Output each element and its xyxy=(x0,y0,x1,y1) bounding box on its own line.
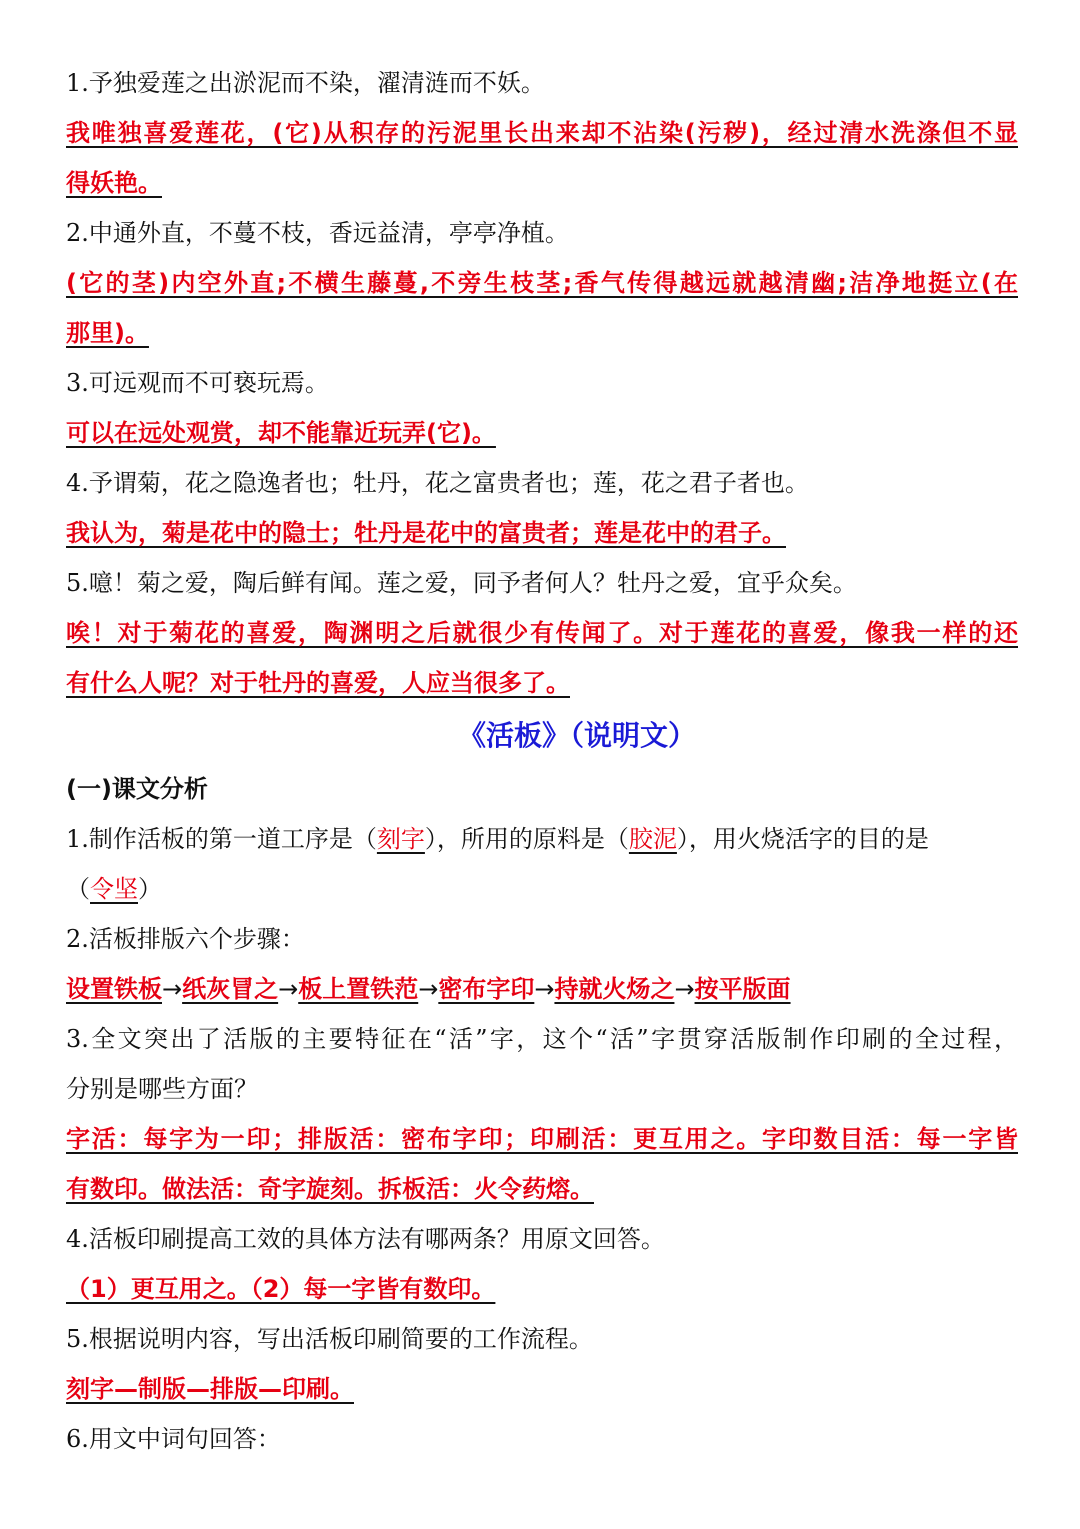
huoban-answer-5-row xyxy=(66,1364,1018,1414)
step-1: 设置铁板 xyxy=(66,975,162,1003)
huoban-question-1-line-1 xyxy=(66,814,1018,864)
answer-4: 我认为，菊是花中的隐士；牡丹是花中的富贵者；莲是花中的君子。 xyxy=(66,519,786,547)
q1-text-c: ），用火烧活字的目的是 xyxy=(676,825,929,853)
huoban-question-1-line-2 xyxy=(66,864,1018,914)
q1-text-e: ） xyxy=(138,875,162,903)
arrow-icon: → xyxy=(534,975,555,1003)
answer-1-line-2: 得妖艳。 xyxy=(66,169,162,197)
huoban-question-4: 4.活板印刷提高工效的具体方法有哪两条？用原文回答。 xyxy=(66,1225,665,1253)
step-5: 持就火炀之 xyxy=(554,975,675,1003)
q1-text-b: ），所用的原料是（ xyxy=(424,825,629,853)
question-1: 1.予独爱莲之出淤泥而不染，濯清涟而不妖。 xyxy=(66,69,545,97)
fill-blank-process: 刻字 xyxy=(376,825,425,853)
question-2: 2.中通外直，不蔓不枝，香远益清，亭亭净植。 xyxy=(66,219,569,247)
answer-2-line-2-row xyxy=(66,308,1018,358)
step-2: 纸灰冒之 xyxy=(182,975,279,1003)
answer-2-line-1: (它的茎)内空外直;不横生藤蔓,不旁生枝茎;香气传得越远就越清幽;洁净地挺立(在 xyxy=(66,269,1018,297)
huoban-answer-5: 刻字—制版—排版—印刷。 xyxy=(66,1375,354,1403)
typesetting-steps xyxy=(66,964,1018,1014)
step-4: 密布字印 xyxy=(438,975,535,1003)
answer-5-line-2-row xyxy=(66,658,1018,708)
huoban-question-5: 5.根据说明内容，写出活板印刷简要的工作流程。 xyxy=(66,1325,593,1353)
answer-5-line-2: 有什么人呢？对于牡丹的喜爱，人应当很多了。 xyxy=(66,669,570,697)
arrow-icon: → xyxy=(162,975,183,1003)
answer-3: 可以在远处观赏，却不能靠近玩弄(它)。 xyxy=(66,419,496,447)
huoban-answer-3-line-1: 字活：每字为一印；排版活：密布字印；印刷活：更互用之。字印数目活：每一字皆 xyxy=(66,1125,1018,1153)
document-page xyxy=(66,58,1018,1464)
question-3: 3.可远观而不可亵玩焉。 xyxy=(66,369,329,397)
huoban-answer-3-line-2-row xyxy=(66,1164,1018,1214)
huoban-question-3-line-2: 分别是哪些方面？ xyxy=(66,1075,258,1103)
fill-blank-material: 胶泥 xyxy=(628,825,677,853)
answer-5-line-1: 唉！对于菊花的喜爱，陶渊明之后就很少有传闻了。对于莲花的喜爱，像我一样的还 xyxy=(66,619,1018,647)
answer-1-line-2-row xyxy=(66,158,1018,208)
question-5: 5.噫！菊之爱，陶后鲜有闻。莲之爱，同予者何人？牡丹之爱，宜乎众矣。 xyxy=(66,569,857,597)
subsection-heading: (一)课文分析 xyxy=(66,775,208,803)
huoban-question-3-line-1: 3.全文突出了活版的主要特征在“活”字，这个“活”字贯穿活版制作印刷的全过程， xyxy=(66,1025,1018,1053)
section-title: 《活板》（说明文） xyxy=(457,719,696,752)
huoban-question-6: 6.用文中词句回答： xyxy=(66,1425,281,1453)
huoban-answer-4: （1）更互用之。（2）每一字皆有数印。 xyxy=(66,1275,496,1303)
answer-3-row xyxy=(66,408,1018,458)
huoban-question-2: 2.活板排版六个步骤： xyxy=(66,925,305,953)
huoban-answer-4-row xyxy=(66,1264,1018,1314)
step-3: 板上置铁范 xyxy=(298,975,419,1003)
arrow-icon: → xyxy=(278,975,299,1003)
q1-text-d: （ xyxy=(66,875,90,903)
answer-1-line-1: 我唯独喜爱莲花，(它)从积存的污泥里长出来却不沾染(污秽)，经过清水洗涤但不显 xyxy=(66,119,1018,147)
q1-text-a: 1.制作活板的第一道工序是（ xyxy=(66,825,377,853)
arrow-icon: → xyxy=(674,975,695,1003)
huoban-answer-3-line-2: 有数印。做法活：奇字旋刻。拆板活：火令药熔。 xyxy=(66,1175,594,1203)
arrow-icon: → xyxy=(418,975,439,1003)
fill-blank-purpose: 令坚 xyxy=(90,875,138,903)
answer-4-row xyxy=(66,508,1018,558)
question-4: 4.予谓菊，花之隐逸者也；牡丹，花之富贵者也；莲，花之君子者也。 xyxy=(66,469,809,497)
step-6: 按平版面 xyxy=(694,975,791,1003)
answer-2-line-2: 那里)。 xyxy=(66,319,149,347)
